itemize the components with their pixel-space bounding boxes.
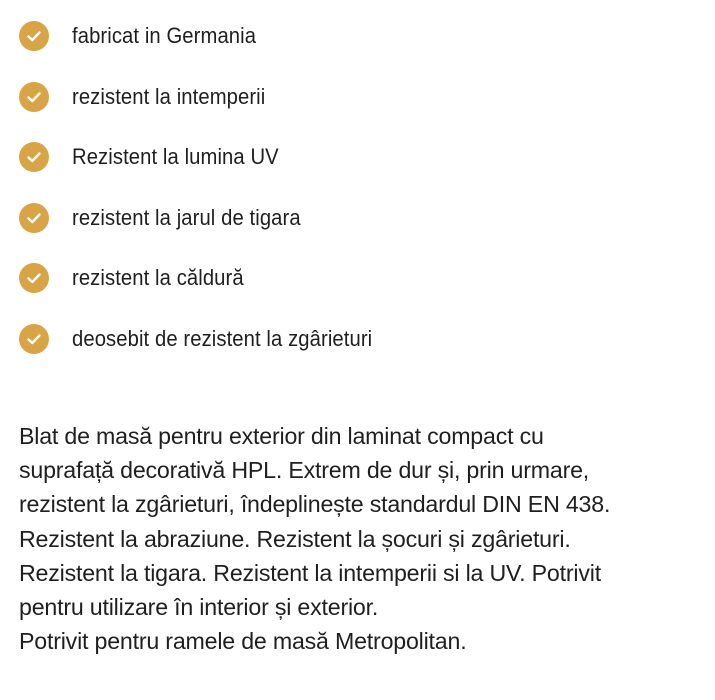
description-line: Rezistent la tigara. Rezistent la intemperii si la UV. Potrivit — [19, 559, 601, 586]
feature-label: rezistent la intemperii — [72, 83, 266, 109]
checkmark-circle-icon — [19, 82, 49, 112]
feature-item — [19, 16, 699, 56]
description-line: rezistent la zgârieturi, îndeplinește standardul DIN EN 438. — [19, 491, 611, 518]
description-line: pentru utilizare în interior și exterior. — [19, 594, 379, 621]
feature-list — [19, 16, 699, 380]
checkmark-circle-icon — [19, 203, 49, 233]
feature-label: Rezistent la lumina UV — [72, 144, 279, 170]
checkmark-circle-icon — [19, 21, 49, 51]
feature-item — [19, 198, 699, 238]
checkmark-circle-icon — [19, 324, 49, 354]
feature-item — [19, 258, 699, 298]
feature-label: rezistent la jarul de tigara — [72, 204, 301, 230]
feature-label: rezistent la căldură — [72, 265, 244, 291]
feature-label: fabricat in Germania — [72, 23, 257, 48]
description-line: Rezistent la abraziune. Rezistent la șocuri și zgârieturi. — [19, 525, 571, 552]
checkmark-circle-icon — [19, 263, 49, 293]
feature-item — [19, 77, 699, 117]
feature-item — [19, 319, 699, 359]
description-line: suprafață decorativă HPL. Extrem de dur și, prin urmare, — [19, 457, 590, 484]
feature-label: deosebit de rezistent la zgârieturi — [72, 325, 373, 351]
description-line: Blat de masă pentru exterior din laminat compact cu — [19, 423, 544, 449]
description-line: Potrivit pentru ramele de masă Metropolitan. — [19, 628, 467, 655]
product-description — [19, 419, 699, 658]
checkmark-circle-icon — [19, 142, 49, 172]
feature-item — [19, 137, 699, 177]
